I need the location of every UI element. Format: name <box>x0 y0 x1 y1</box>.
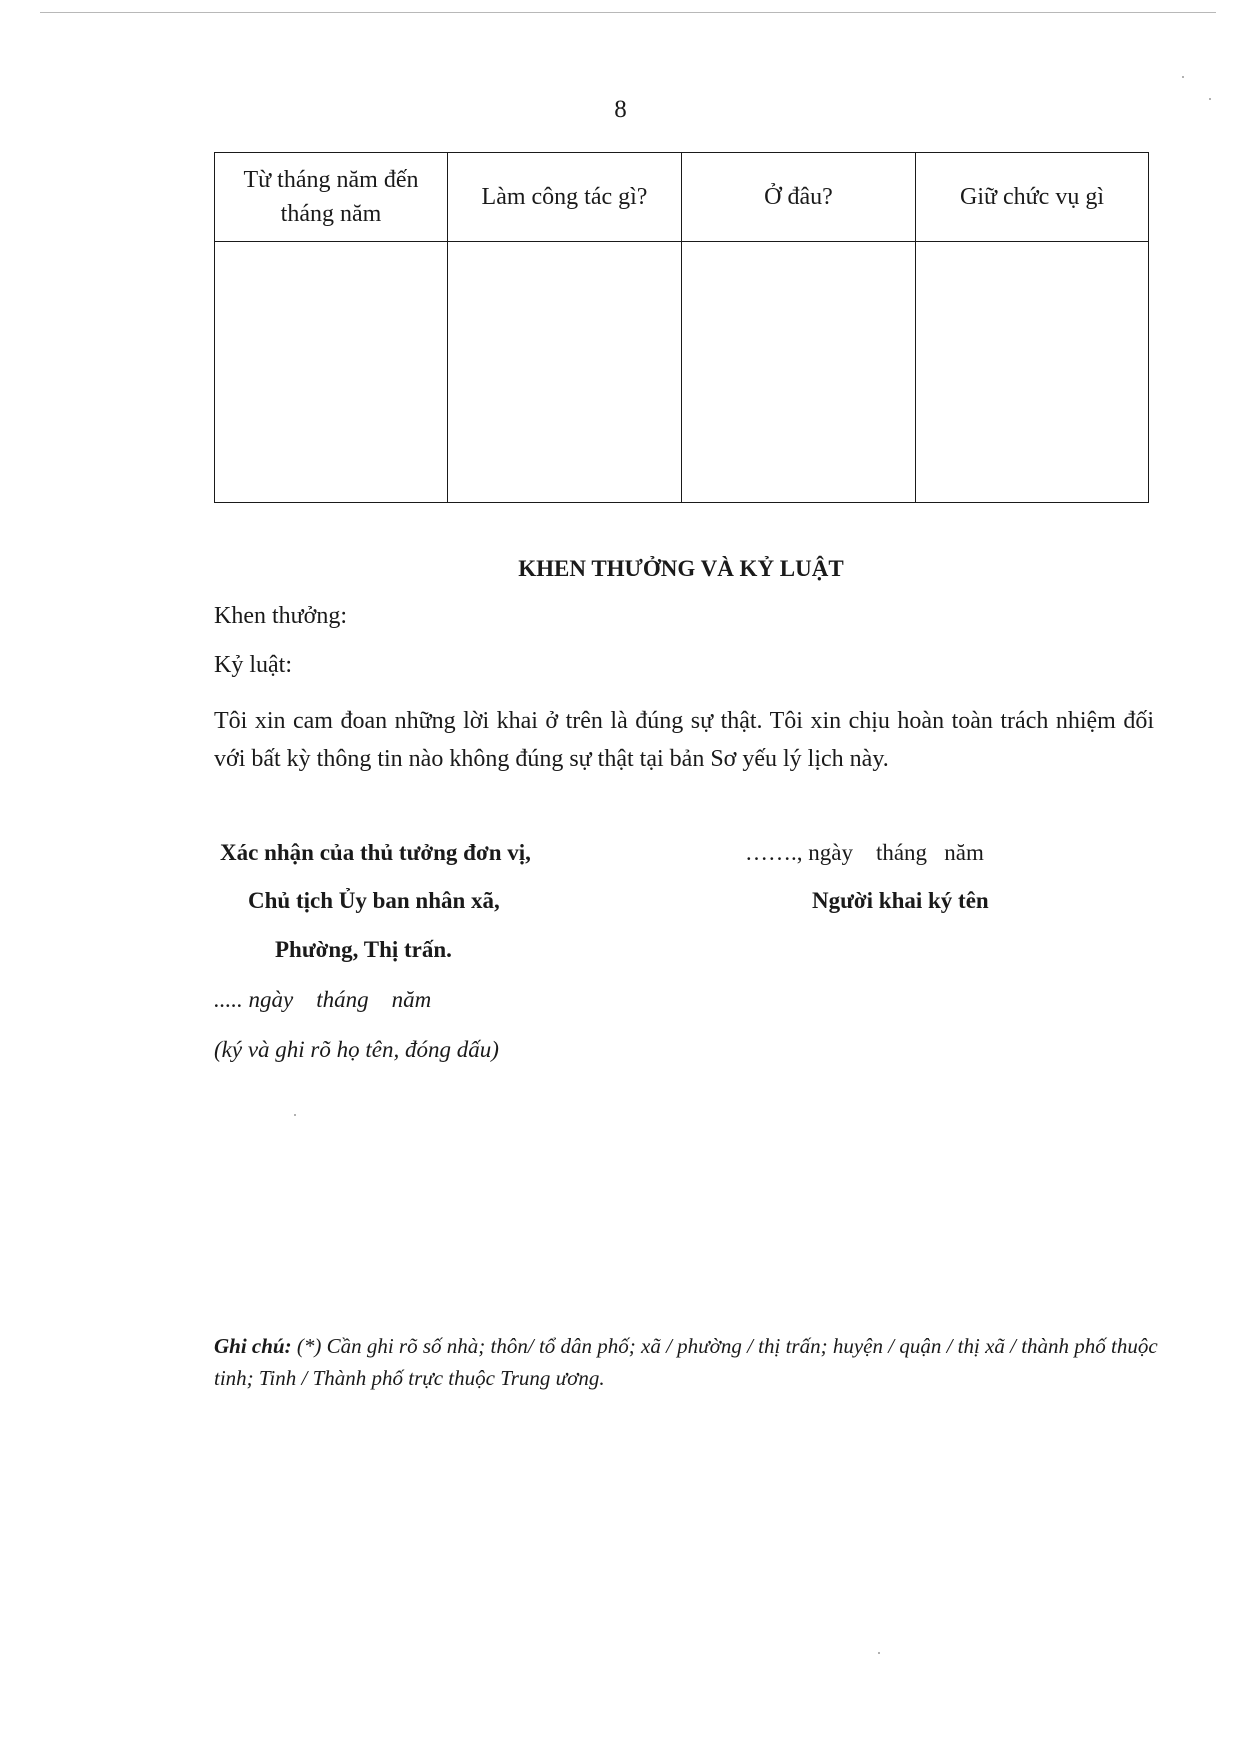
table-row <box>215 242 1149 503</box>
table-cell <box>916 242 1149 503</box>
scan-speck <box>294 1114 296 1116</box>
declaration-text: Tôi xin cam đoan những lời khai ở trên là đúng sự thật. Tôi xin chịu hoàn toàn trách nhiệm đối với bất kỳ thông tin nào không đúng sự thật tại bản Sơ yếu lý lịch này. <box>214 708 1154 772</box>
footnote-text: (*) Cần ghi rõ số nhà; thôn/ tổ dân phố; xã / phường / thị trấn; huyện / quận / thị xã / thành phố thuộc tinh; Tinh / Thành phố trực thuộc Trung ương. <box>214 1334 1158 1390</box>
table-header-row <box>215 153 1149 242</box>
work-history-table <box>214 152 1149 503</box>
table-cell <box>448 242 682 503</box>
right-signature-date: ……., ngày tháng năm <box>745 840 984 865</box>
left-signature-line3: Phường, Thị trấn. <box>275 937 452 962</box>
table-cell <box>215 242 448 503</box>
header-position: Giữ chức vụ gì <box>916 153 1149 242</box>
table-cell <box>682 242 916 503</box>
right-signature-label: Người khai ký tên <box>812 888 989 913</box>
discipline-label: Kỷ luật: <box>214 652 292 678</box>
scan-speck <box>878 1652 880 1654</box>
footnote <box>214 1330 1164 1394</box>
reward-label: Khen thưởng: <box>214 603 348 629</box>
page-number: 8 <box>614 96 627 123</box>
scan-speck <box>1209 98 1211 100</box>
left-signature-line2: Chủ tịch Ủy ban nhân xã, <box>248 888 500 913</box>
section-title: KHEN THƯỞNG VÀ KỶ LUẬT <box>518 556 844 581</box>
footnote-colon: : <box>284 1334 297 1358</box>
header-location: Ở đâu? <box>682 153 916 242</box>
left-signature-instruction: (ký và ghi rõ họ tên, đóng dấu) <box>214 1037 499 1062</box>
left-signature-date: ..... ngày tháng năm <box>214 987 432 1012</box>
left-signature-line1: Xác nhận của thủ tưởng đơn vị, <box>220 840 531 865</box>
scan-edge-line <box>40 12 1216 13</box>
footnote-label: Ghi chú <box>214 1334 285 1358</box>
header-job: Làm công tác gì? <box>448 153 682 242</box>
header-period: Từ tháng năm đến tháng năm <box>215 153 448 242</box>
scan-speck <box>1182 76 1184 78</box>
